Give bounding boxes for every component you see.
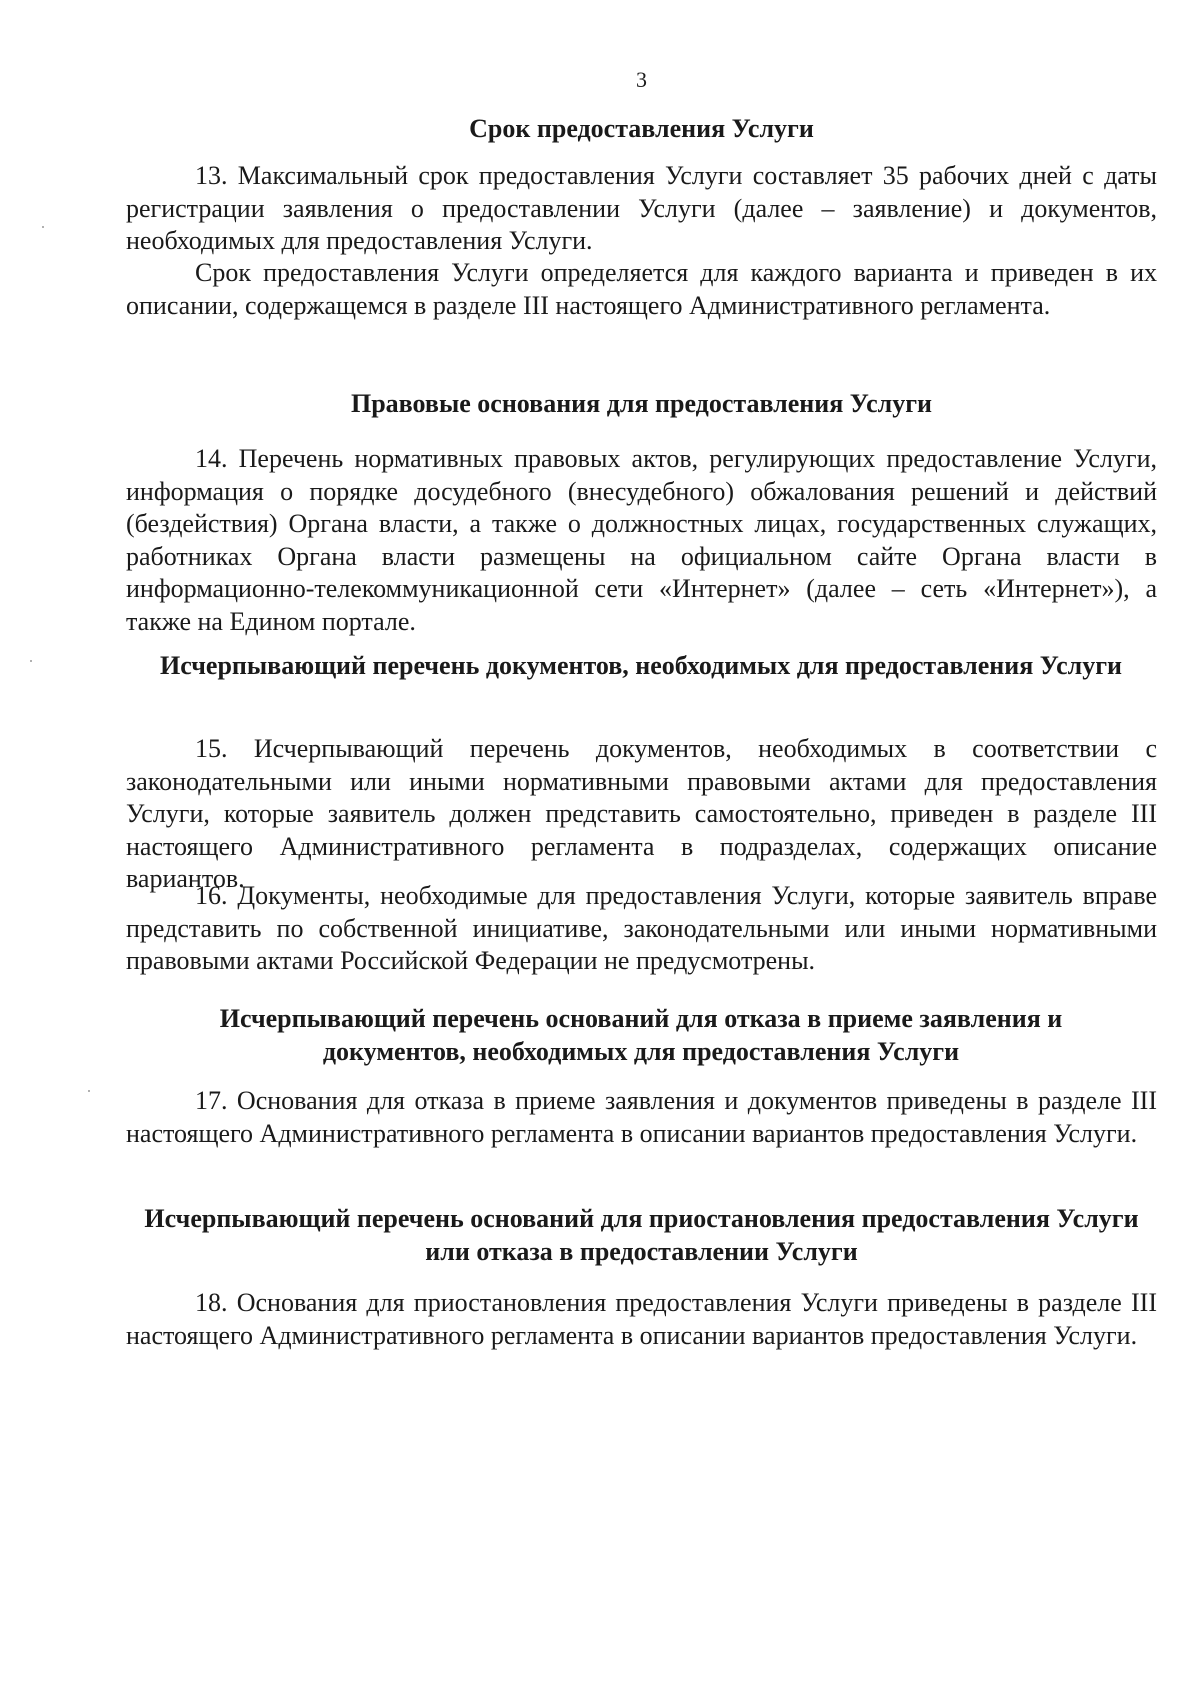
paragraph-17: 17. Основания для отказа в приеме заявления и документов приведены в разделе III настоящего Административного регламента в описании вариантов предоставления Услуги. [126, 1086, 1157, 1148]
section-heading-legal-basis: Правовые основания для предоставления Услуги [351, 389, 932, 418]
section-heading-refusal-grounds: Исчерпывающий перечень оснований для отказа в приеме заявления и документов, необходимых для предоставления Услуги [219, 1004, 1063, 1066]
paragraph-18: 18. Основания для приостановления предоставления Услуги приведены в разделе III настоящего Административного регламента в описании вариантов предоставления Услуги. [126, 1288, 1157, 1350]
paragraph-13: 13. Максимальный срок предоставления Услуги составляет 35 рабочих дней с даты регистрации заявления о предоставлении Услуги (далее – заявление) и документов, необходимых для предоставления Услуги. [126, 161, 1157, 255]
paragraph-14: 14. Перечень нормативных правовых актов, регулирующих предоставление Услуги, информация о порядке досудебного (внесудебного) обжалования решений и действий (бездействия) Органа власти, а также о должностных лицах, государственных служащих, работниках Органа власти размещены на официальном сайте Органа власти в информационно-телекоммуникационной сети «Интернет» (далее – сеть «Интернет»), а также на Едином портале. [126, 444, 1157, 636]
paragraph-15: 15. Исчерпывающий перечень документов, необходимых в соответствии с законодательными или иными нормативными правовыми актами для предоставления Услуги, которые заявитель должен представить самостоятельно, приведен в разделе III настоящего Административного регламента в подразделах, содержащих описание вариантов. [126, 734, 1157, 893]
scan-speck [42, 226, 44, 228]
scan-speck [30, 660, 32, 662]
paragraph-16: 16. Документы, необходимые для предоставления Услуги, которые заявитель вправе представить по собственной инициативе, законодательными или иными нормативными правовыми актами Российской Федерации не предусмотрены. [126, 881, 1157, 975]
section-heading-suspension-grounds: Исчерпывающий перечень оснований для приостановления предоставления Услуги или отказа в предоставлении Услуги [144, 1204, 1139, 1266]
paragraph-13-continued: Срок предоставления Услуги определяется для каждого варианта и приведен в их описании, содержащемся в разделе III настоящего Административного регламента. [126, 258, 1157, 320]
section-heading-term: Срок предоставления Услуги [469, 114, 814, 143]
section-heading-documents: Исчерпывающий перечень документов, необходимых для предоставления Услуги [160, 651, 1122, 680]
scan-speck [88, 1090, 90, 1092]
page-number: 3 [636, 67, 647, 92]
